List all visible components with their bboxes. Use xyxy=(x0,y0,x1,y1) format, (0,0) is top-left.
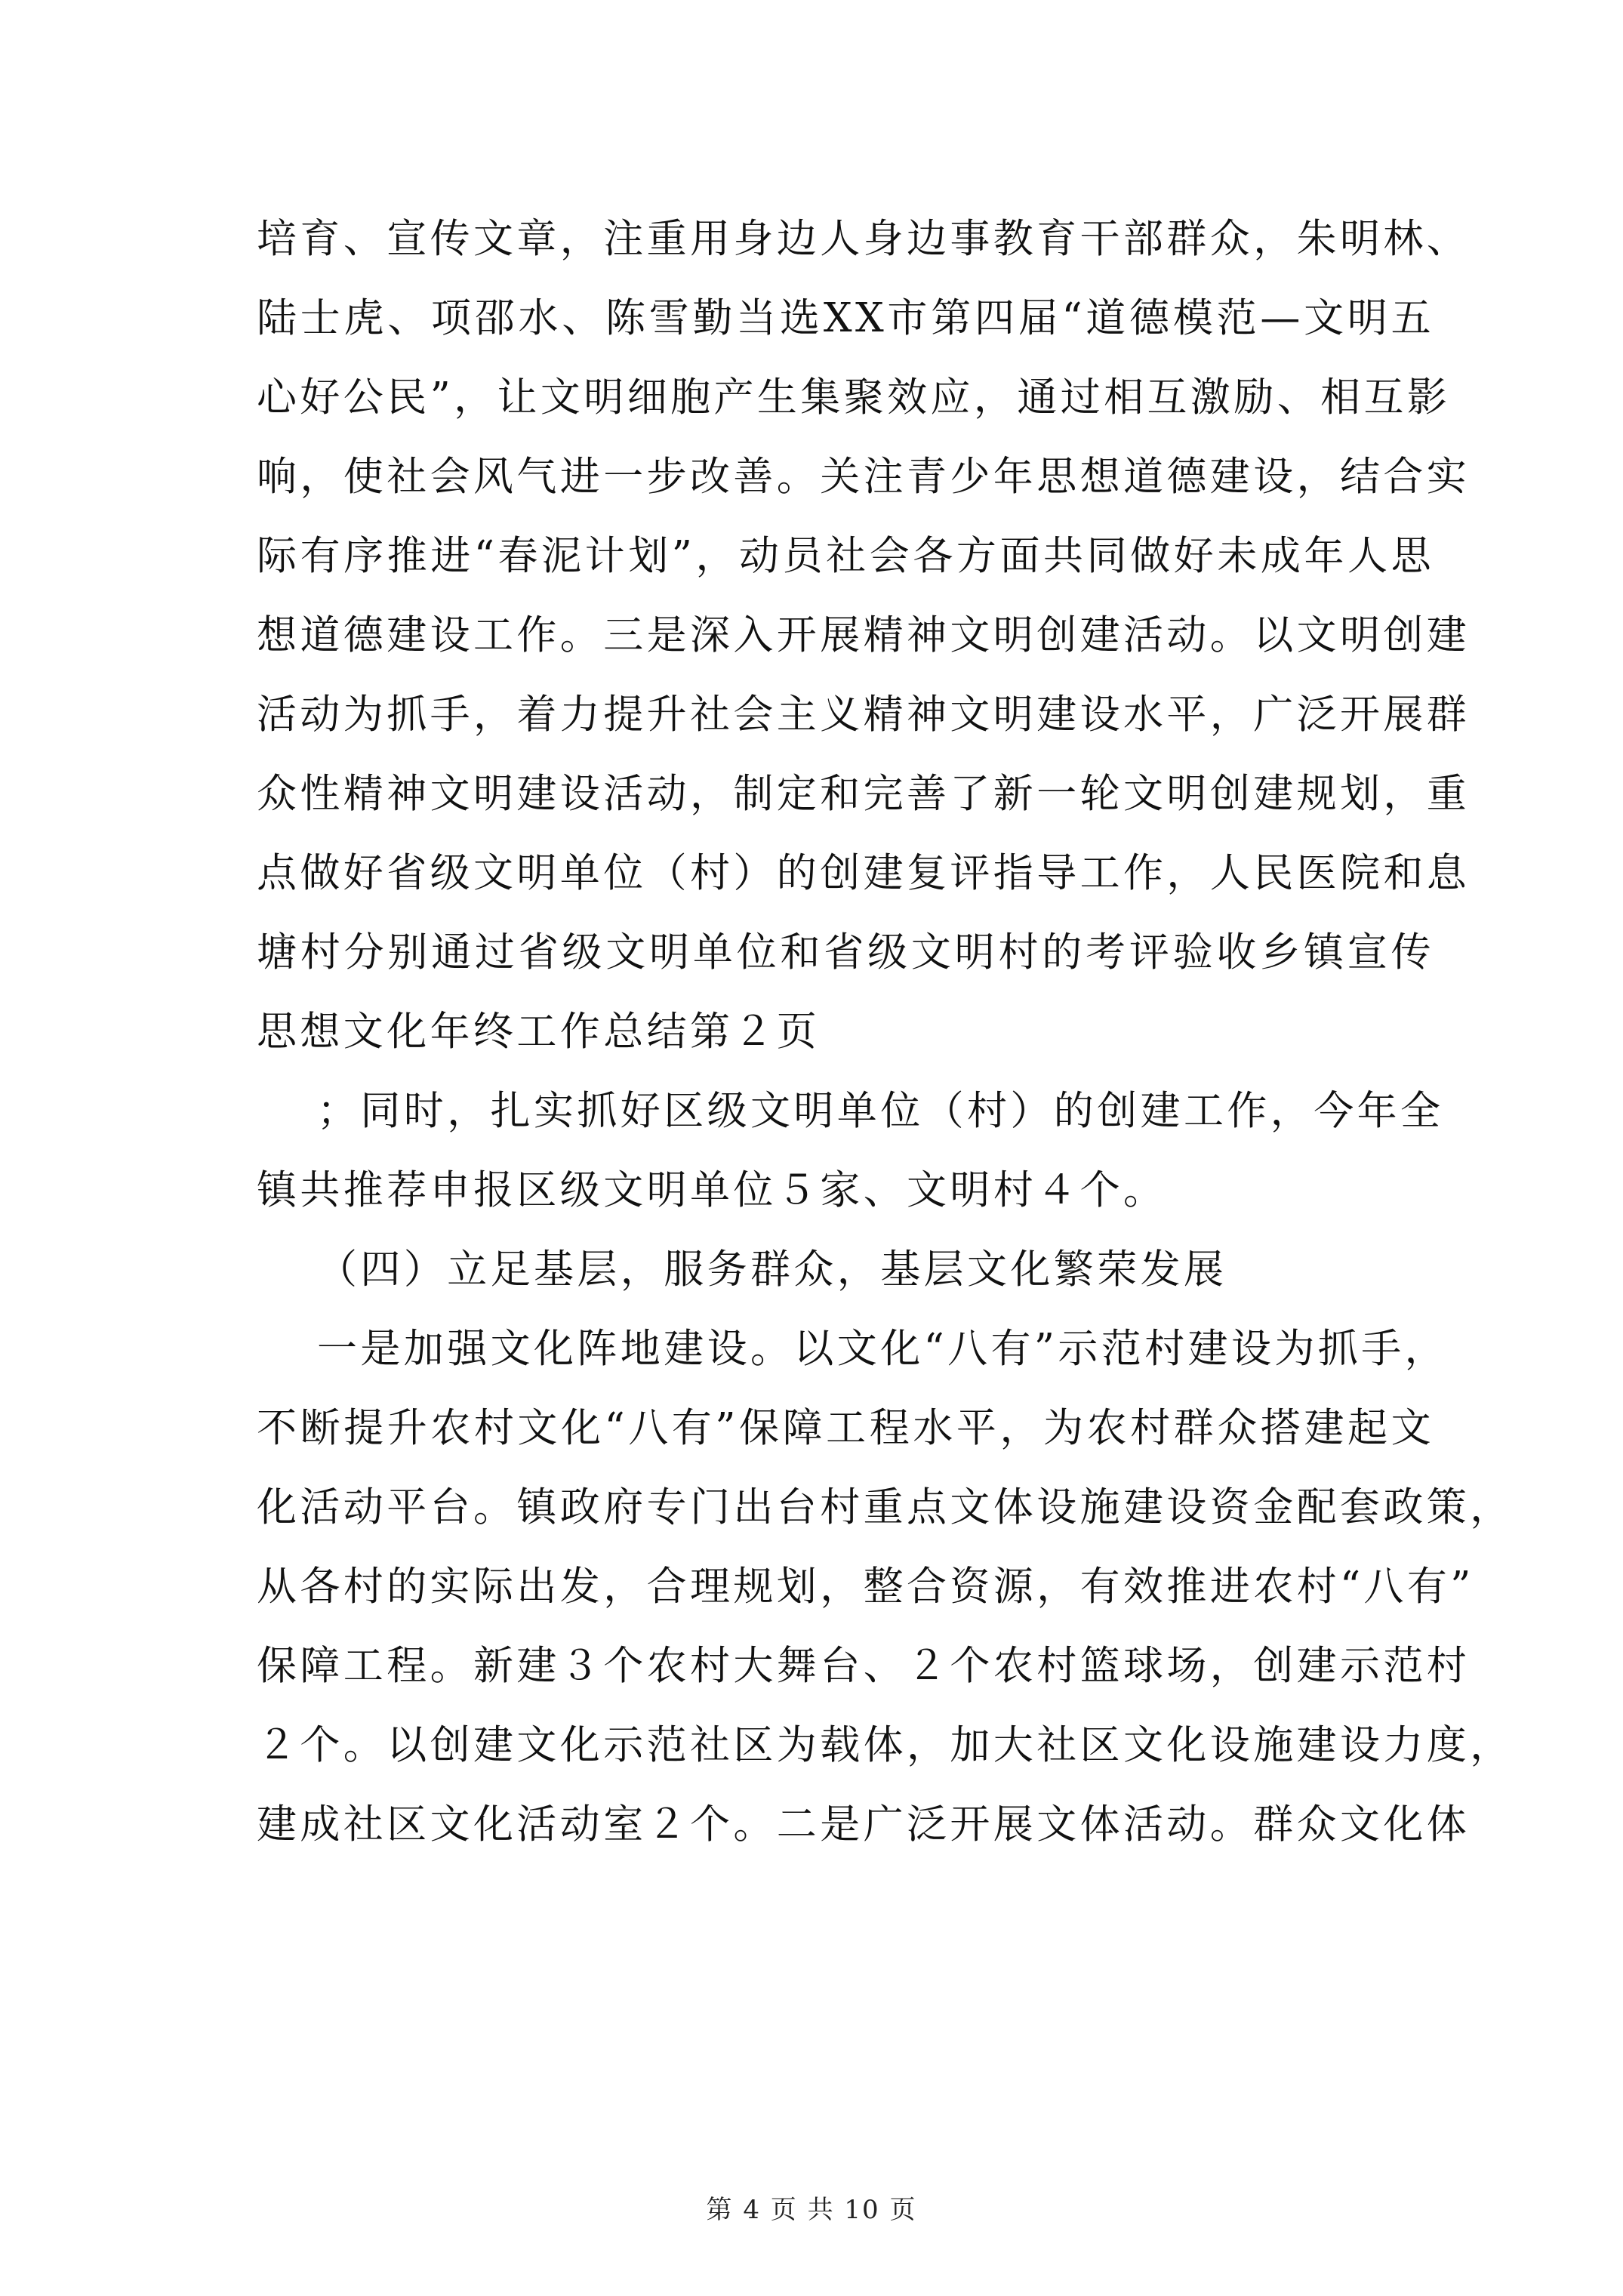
text-line: ２个。以创建文化示范社区为载体，加大社区文化设施建设力度， xyxy=(257,1722,1514,1768)
text-line: 培育、宣传文章，注重用身边人身边事教育干部群众，朱明林、 xyxy=(257,216,1471,262)
text-line: 保障工程。新建３个农村大舞台、２个农村篮球场，创建示范村 xyxy=(257,1643,1471,1689)
text-line: 一是加强文化阵地建设。以文化“八有”示范村建设为抓手， xyxy=(317,1326,1448,1372)
page-number-footer: 第 4 页 共 10 页 xyxy=(706,2195,917,2225)
text-line: 化活动平台。镇政府专门出台村重点文体设施建设资金配套政策， xyxy=(257,1484,1514,1530)
text-line: 塘村分别通过省级文明单位和省级文明村的考评验收乡镇宣传 xyxy=(257,929,1434,975)
text-line: 不断提升农村文化“八有”保障工程水平，为农村群众搭建起文 xyxy=(257,1405,1434,1451)
text-line: ；同时，扎实抓好区级文明单位（村）的创建工作，今年全 xyxy=(317,1088,1444,1134)
text-line: 建成社区文化活动室２个。二是广泛开展文体活动。群众文化体 xyxy=(257,1801,1471,1848)
text-line: 众性精神文明建设活动，制定和完善了新一轮文明创建规划，重 xyxy=(257,771,1471,817)
text-line: 际有序推进“春泥计划”，动员社会各方面共同做好未成年人思 xyxy=(257,533,1434,579)
text-line: 陆士虎、项邵水、陈雪勤当选XX市第四届“道德模范—文明五 xyxy=(257,295,1434,341)
text-line: 从各村的实际出发，合理规划，整合资源，有效推进农村“八有” xyxy=(257,1564,1474,1610)
text-line: 想道德建设工作。三是深入开展精神文明创建活动。以文明创建 xyxy=(257,612,1471,658)
text-line: 响，使社会风气进一步改善。关注青少年思想道德建设，结合实 xyxy=(257,454,1471,500)
text-line: 活动为抓手，着力提升社会主义精神文明建设水平，广泛开展群 xyxy=(257,692,1471,738)
text-line: 镇共推荐申报区级文明单位５家、文明村４个。 xyxy=(257,1167,1167,1213)
text-line: 心好公民”，让文明细胞产生集聚效应，通过相互激励、相互影 xyxy=(257,374,1451,421)
section-heading: （四）立足基层，服务群众，基层文化繁荣发展 xyxy=(317,1247,1227,1293)
text-line: 点做好省级文明单位（村）的创建复评指导工作，人民医院和息 xyxy=(257,850,1471,896)
text-line: 思想文化年终工作总结第２页 xyxy=(257,1009,821,1055)
